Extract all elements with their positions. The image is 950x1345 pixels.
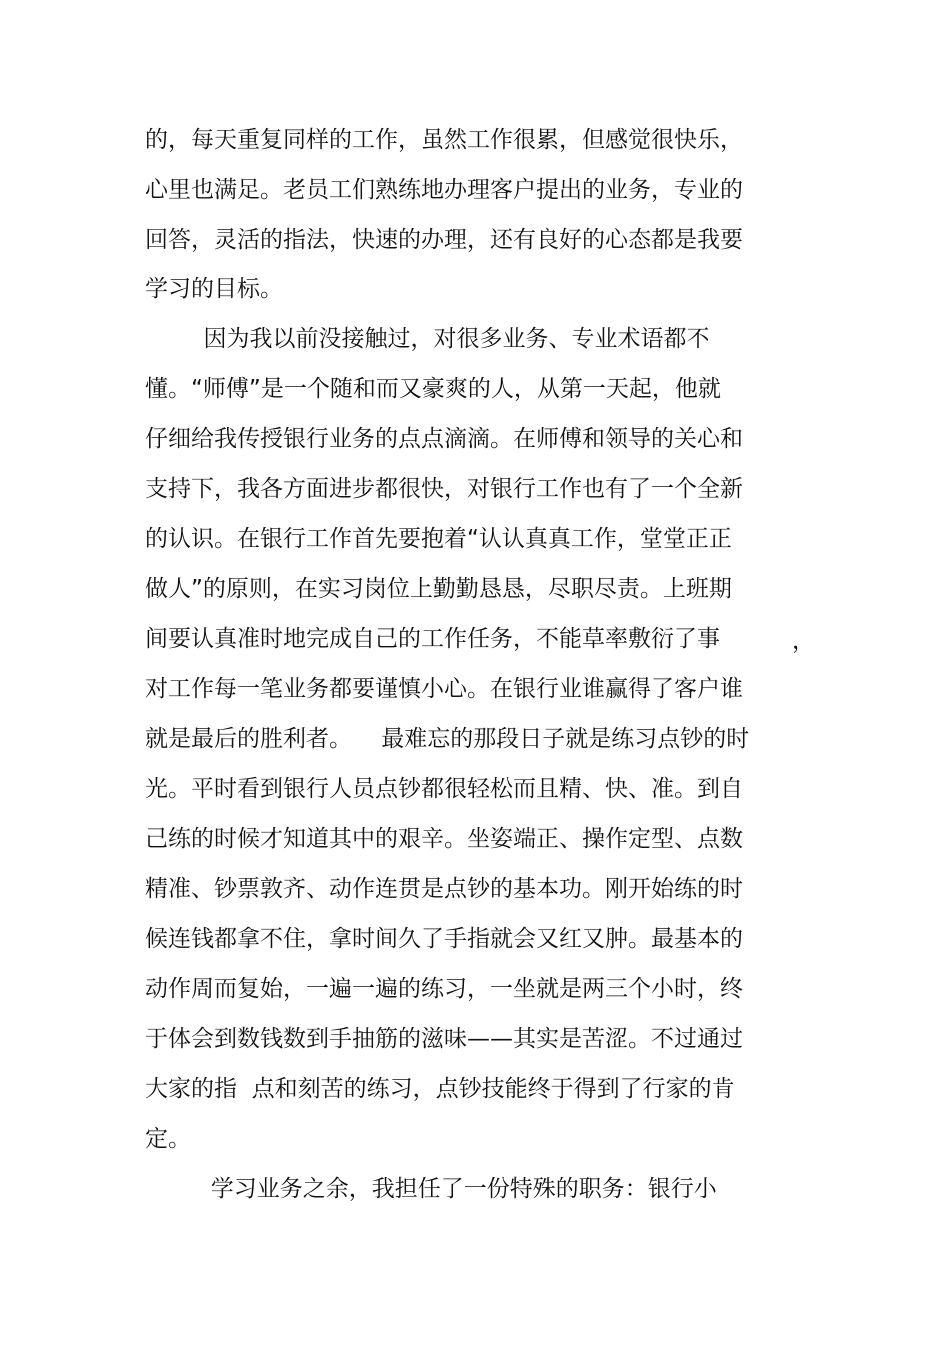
text-line-5: 因为我以前没接触过，对很多业务、专业术语都不 xyxy=(145,326,710,352)
text-line-1: 的，每天重复同样的工作，虽然工作很累，但感觉很快乐， xyxy=(145,127,743,153)
text-line-20: 大家的指 点和刻苦的练习，点钞技能终于得到了行家的肯 xyxy=(145,1076,735,1102)
text-line-7: 仔细给我传授银行业务的点点滴滴。在师傅和领导的关心和 xyxy=(145,426,743,452)
text-line-4: 学习的目标。 xyxy=(145,276,283,302)
text-line-6: 懂。“师傅”是一个随和而又豪爽的人，从第一天起，他就 xyxy=(145,376,721,402)
text-line-18: 动作周而复始，一遍一遍的练习，一坐就是两三个小时，终 xyxy=(145,976,743,1002)
text-line-19: 于体会到数钱数到手抽筋的滋味——其实是苦涩。不过通过 xyxy=(145,1026,743,1052)
text-line-10: 做人”的原则，在实习岗位上勤勤恳恳，尽职尽责。上班期 xyxy=(145,576,732,602)
text-line-13: 就是最后的胜利者。 最难忘的那段日子就是练习点钞的时 xyxy=(145,726,750,752)
text-line-8: 支持下，我各方面进步都很快，对银行工作也有了一个全新 xyxy=(145,476,743,502)
text-line-14: 光。平时看到银行人员点钞都很轻松而且精、快、准。到自 xyxy=(145,776,743,802)
text-line-15: 己练的时候才知道其中的艰辛。坐姿端正、操作定型、点数 xyxy=(145,826,743,852)
text-line-22: 学习业务之余，我担任了一份特殊的职务：银行小 xyxy=(145,1176,717,1202)
text-line-17: 候连钱都拿不住，拿时间久了手指就会又红又肿。最基本的 xyxy=(145,926,743,952)
text-line-16: 精准、钞票敦齐、动作连贯是点钞的基本功。刚开始练的时 xyxy=(145,876,743,902)
trailing-comma: ， xyxy=(792,628,815,654)
text-line-3: 回答，灵活的指法，快速的办理，还有良好的心态都是我要 xyxy=(145,227,743,253)
text-line-11: 间要认真准时地完成自己的工作任务，不能草率敷衍了事 xyxy=(145,626,720,652)
text-line-12: 对工作每一笔业务都要谨慎小心。在银行业谁赢得了客户谁 xyxy=(145,676,743,702)
text-line-21: 定。 xyxy=(145,1126,191,1152)
text-line-2: 心里也满足。老员工们熟练地办理客户提出的业务，专业的 xyxy=(145,177,743,203)
text-line-9: 的认识。在银行工作首先要抱着“认认真真工作，堂堂正正 xyxy=(145,526,732,552)
